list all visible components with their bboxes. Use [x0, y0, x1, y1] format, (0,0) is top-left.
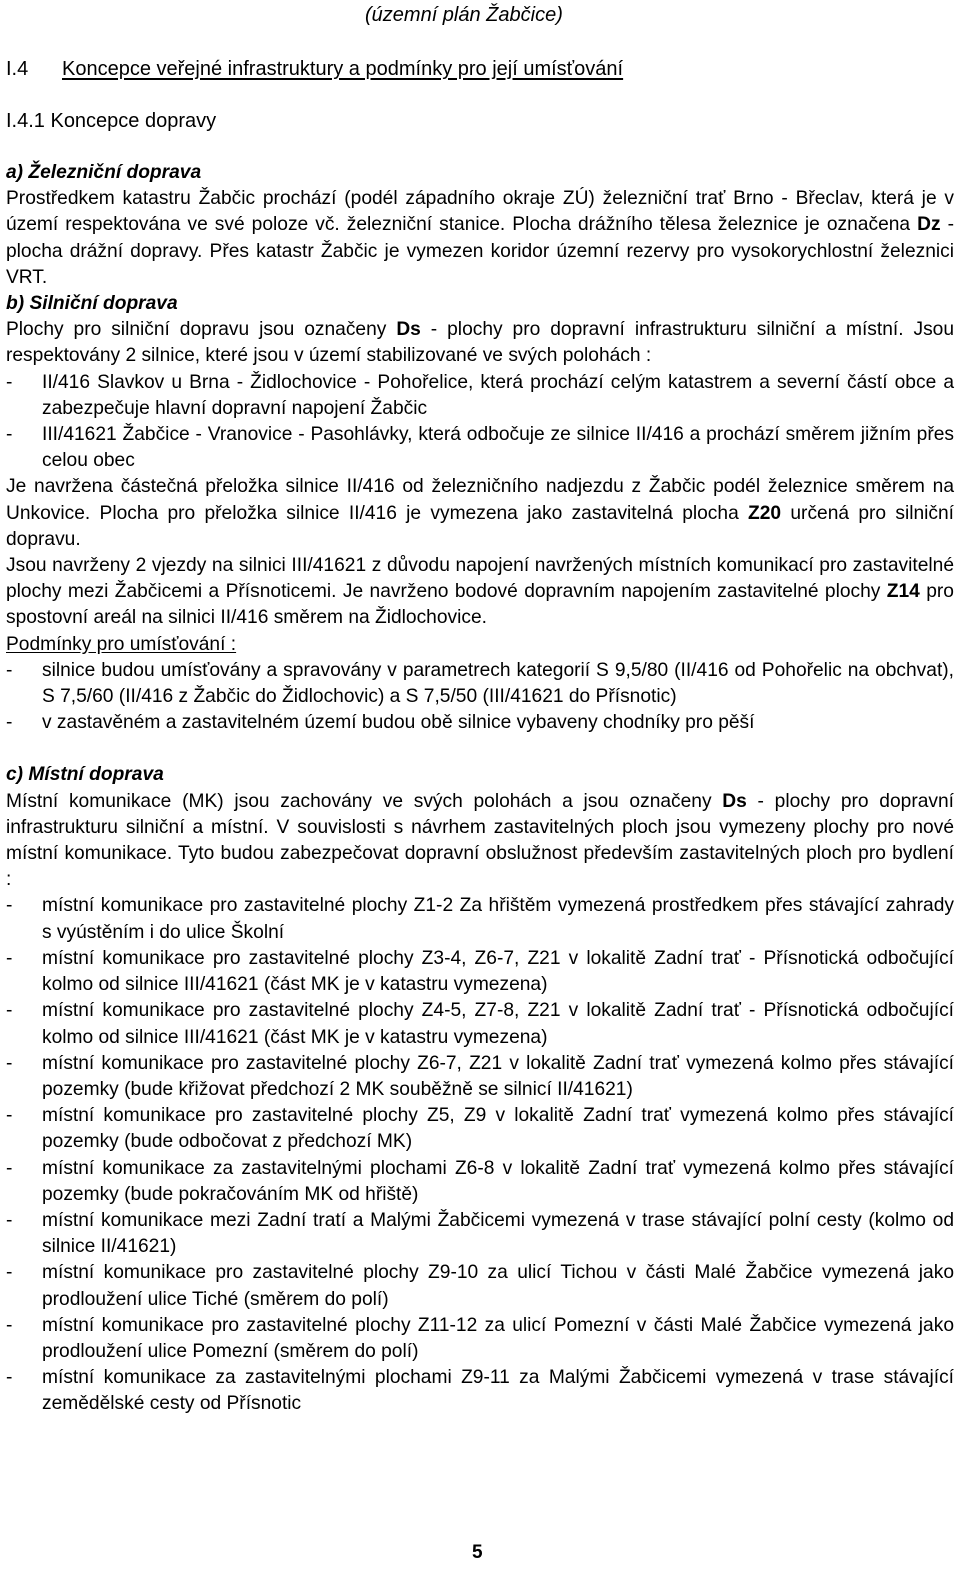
subsection-heading: I.4.1 Koncepce dopravy [6, 110, 217, 132]
list-item: - místní komunikace pro zastavitelné plochy Z3-4, Z6-7, Z21 v lokalitě Zadní trať - Přísnotická odbočující kolmo od silnice III/41621 (část MK je v katastru vymezena) [6, 947, 954, 996]
running-header: (územní plán Žabčice) [365, 4, 563, 26]
list-item: - silnice budou umísťovány a spravovány v parametrech kategorií S 9,5/80 (II/416 od Pohořelic na obchvat), S 7,5/60 (II/416 z Žabčic do Židlochovic) a S 7,5/50 (III/41621 do Přísnotic) [6, 659, 954, 708]
code-z20: Z20 [748, 502, 782, 524]
list-item: - místní komunikace za zastavitelnými plochami Z9-11 za Malými Žabčicemi vymezená v trase stávající zemědělské cesty od Přísnotic [6, 1367, 954, 1415]
list-item: - místní komunikace pro zastavitelné plochy Z11-12 za ulicí Pomezní v části Malé Žabčice vymezená jako prodloužení ulice Pomezní (směrem do polí) [6, 1314, 954, 1362]
conditions-list [6, 658, 954, 737]
section-number: I.4 [6, 58, 29, 80]
page-number: 5 [472, 1542, 483, 1563]
railway-paragraph: Prostředkem katastru Žabčic prochází (podél západního okraje ZÚ) železniční trať Brno - Břeclav, která je v území respektována ve své poloze vč. železniční stanice. Plocha drážního tělesa železnice je označena Dz - plocha drážní dopravy. Přes katastr Žabčic je vymezen koridor územní rezervy pro vysokorychlostní železnici VRT. [6, 188, 954, 288]
code-ds: Ds [396, 319, 421, 341]
road-paragraph-3: Jsou navrženy 2 vjezdy na silnici III/41621 z důvodu napojení navržených místních komunikací pro zastavitelné plochy mezi Žabčicemi a Přísnoticemi. Je navrženo bodové dopravním napojením zastavitelné plochy Z14 pro spostovní areál na silnici II/416 směrem na Židlochovice. [6, 555, 954, 629]
conditions-heading: Podmínky pro umísťování : [6, 633, 237, 655]
document-body [6, 160, 954, 1418]
list-item: - v zastavěném a zastavitelném území budou obě silnice vybaveny chodníky pro pěší [6, 712, 755, 734]
road-paragraph-2: Je navržena částečná přeložka silnice II/416 od železničního nadjezdu z Žabčic podél železnice směrem na Unkovice. Plocha pro přeložka silnice II/416 je vymezena jako zastavitelná plocha Z20 určená pro silniční dopravu. [6, 476, 954, 550]
local-road-paragraph: Místní komunikace (MK) jsou zachovány ve svých polohách a jsou označeny Ds - plochy pro dopravní infrastrukturu silniční a místní. V souvislosti s návrhem zastavitelných ploch jsou vymezeny plochy pro nové místní komunikace. Tyto budou zabezpečovat dopravní obslužnost především zastavitelných ploch pro bydlení : [6, 790, 954, 891]
code-z14: Z14 [886, 581, 920, 603]
list-item: - místní komunikace pro zastavitelné plochy Z5, Z9 v lokalitě Zadní trať vymezená kolmo přes stávající pozemky (bude odbočovat z předchozí MK) [6, 1105, 954, 1153]
code-ds: Ds [722, 790, 747, 812]
list-item: - místní komunikace pro zastavitelné plochy Z4-5, Z7-8, Z21 v lokalitě Zadní trať - Přísnotická odbočující kolmo od silnice III/41621 (část MK je v katastru vymezena) [6, 1000, 954, 1048]
list-item: - místní komunikace pro zastavitelné plochy Z6-7, Z21 v lokalitě Zadní trať vymezená kolmo přes stávající pozemky (bude křižovat předchozí 2 MK souběžně se silnicí II/41621) [6, 1052, 954, 1100]
railway-heading: a) Železniční doprava [6, 162, 202, 183]
local-road-list [6, 893, 954, 1417]
list-item: - II/416 Slavkov u Brna - Židlochovice - Pohořelice, která prochází celým katastrem a severní částí obce a zabezpečuje hlavní dopravní napojení Žabčic [6, 371, 954, 419]
list-item: - místní komunikace pro zastavitelné plochy Z1-2 Za hřištěm vymezená prostředkem přes stávající zahrady s vyústěním i do ulice Školní [6, 895, 954, 943]
road-paragraph-1: Plochy pro silniční dopravu jsou označeny Ds - plochy pro dopravní infrastrukturu silniční a místní. Jsou respektovány 2 silnice, které jsou v území stabilizované ve svých polohách : [6, 319, 955, 367]
code-dz: Dz [917, 214, 941, 236]
list-item: - III/41621 Žabčice - Vranovice - Pasohlávky, která odbočuje ze silnice II/416 a prochází směrem jižním přes celou obec [6, 424, 954, 472]
section-heading [6, 56, 623, 82]
road-list [6, 370, 954, 475]
list-item: - místní komunikace pro zastavitelné plochy Z9-10 za ulicí Tichou v části Malé Žabčice vymezená jako prodloužení ulice Tiché (směrem do polí) [6, 1262, 954, 1310]
list-item: - místní komunikace mezi Zadní tratí a Malými Žabčicemi vymezená v trase stávající polní cesty (kolmo od silnice II/41621) [6, 1209, 954, 1258]
road-heading: b) Silniční doprava [6, 293, 178, 315]
list-item: - místní komunikace za zastavitelnými plochami Z6-8 v lokalitě Zadní trať vymezená kolmo přes stávající pozemky (bude pokračováním MK od hřiště) [6, 1157, 954, 1205]
local-road-heading: c) Místní doprava [6, 764, 164, 786]
section-title: Koncepce veřejné infrastruktury a podmínky pro její umísťování [62, 58, 624, 80]
